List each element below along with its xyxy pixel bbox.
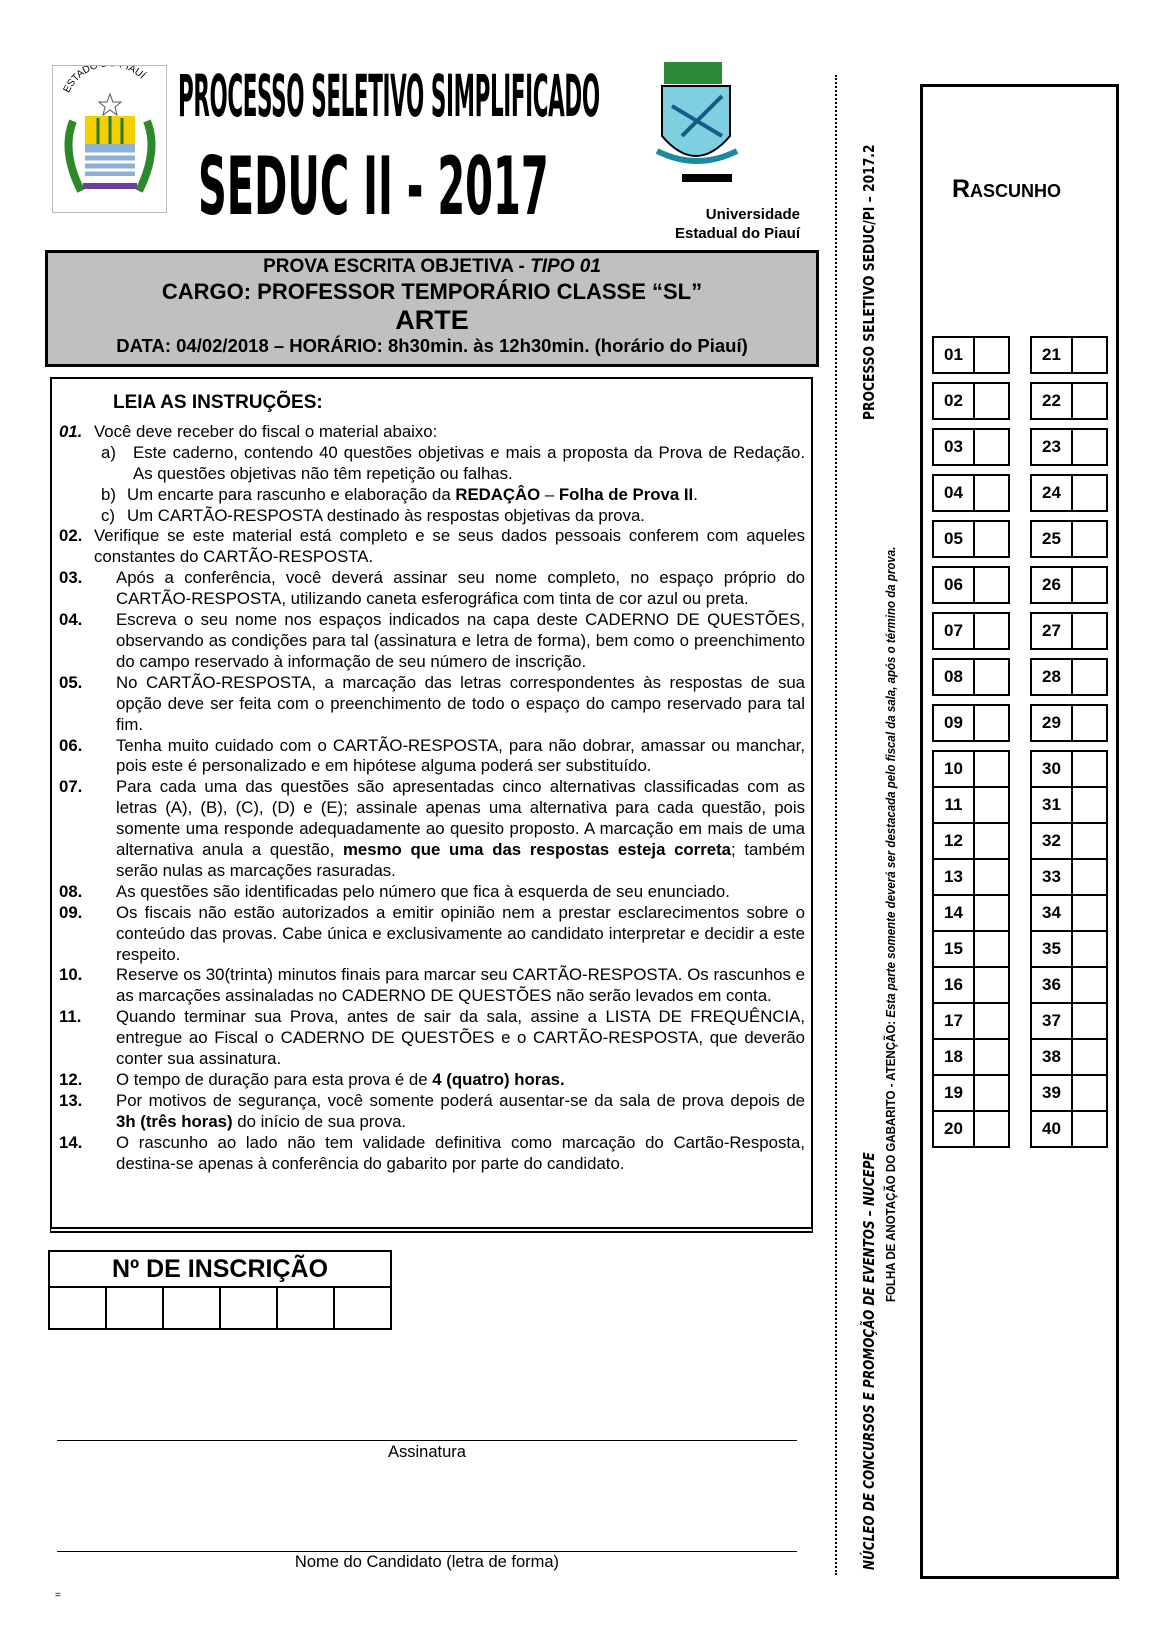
answer-field[interactable]	[1073, 706, 1106, 740]
signature-line[interactable]	[57, 1440, 797, 1441]
instruction-item: 06. Tenha muito cuidado com o CARTÃO-RESPOSTA, para não dobrar, amassar ou manchar, pois este é personalizado e em hipótese alguma poderá ser substituído.	[59, 735, 805, 776]
draft-answer-box	[932, 1038, 1010, 1076]
question-number: 28	[1032, 660, 1073, 694]
answer-field[interactable]	[975, 614, 1008, 648]
question-number: 09	[934, 706, 975, 740]
question-number: 22	[1032, 384, 1073, 418]
answer-field[interactable]	[975, 1004, 1008, 1038]
subtitle: SEDUC II - 2017	[198, 140, 549, 233]
question-number: 38	[1032, 1040, 1073, 1074]
draft-answer-box	[1030, 1002, 1108, 1040]
instruction-item: 10. Reserve os 30(trinta) minutos finais para marcar seu CARTÃO-RESPOSTA. Os rascunhos e as marcações assinaladas no CADERNO DE QUESTÕES não serão levados em conta.	[59, 965, 805, 1006]
answer-field[interactable]	[975, 860, 1008, 894]
question-number: 36	[1032, 968, 1073, 1002]
answer-field[interactable]	[1073, 338, 1106, 372]
answer-field[interactable]	[975, 932, 1008, 966]
registration-digit-cell[interactable]	[335, 1288, 390, 1330]
question-number: 14	[934, 896, 975, 930]
question-number: 08	[934, 660, 975, 694]
answer-field[interactable]	[975, 824, 1008, 858]
draft-answer-box	[1030, 382, 1108, 420]
answer-field[interactable]	[975, 896, 1008, 930]
question-number: 30	[1032, 752, 1073, 786]
answer-field[interactable]	[975, 1040, 1008, 1074]
instruction-item: 07. Para cada uma das questões são apresentadas cinco alternativas classificadas com as letras (A), (B), (C), (D) e (E); assinale apenas uma alternativa para cada questão, pois somente uma responde adequadamente ao quesito proposto. A marcação em mais de uma alternativa anula a questão, mesmo que uma das respostas esteja correta; também serão nulas as marcações rasuradas.	[59, 777, 805, 880]
answer-field[interactable]	[975, 752, 1008, 786]
draft-answer-box	[932, 520, 1010, 558]
draft-answer-box	[1030, 750, 1108, 788]
answer-field[interactable]	[1073, 1040, 1106, 1074]
draft-answer-box	[932, 612, 1010, 650]
university-name: Universidade Estadual do Piauí	[674, 206, 800, 242]
answer-field[interactable]	[1073, 476, 1106, 510]
exam-subject: ARTE	[395, 305, 469, 335]
instruction-item: 08. As questões são identificadas pelo número que fica à esquerda de seu enunciado.	[59, 881, 730, 901]
exam-date: DATA: 04/02/2018 – HORÁRIO: 8h30min. às 12h30min. (horário do Piauí)	[116, 335, 748, 356]
question-number: 18	[934, 1040, 975, 1074]
draft-answer-box	[932, 930, 1010, 968]
svg-text:ESTADO DO PIAUÍ: ESTADO IAUÍ	[61, 66, 148, 95]
answer-field[interactable]	[1073, 522, 1106, 556]
answer-field[interactable]	[1073, 932, 1106, 966]
answer-field[interactable]	[1073, 968, 1106, 1002]
question-number: 17	[934, 1004, 975, 1038]
instruction-subitem: c) Um CARTÃO-RESPOSTA destinado às respostas objetivas da prova.	[101, 505, 645, 525]
question-number: 03	[934, 430, 975, 464]
question-number: 25	[1032, 522, 1073, 556]
instruction-item: 01. Você deve receber do fiscal o material abaixo:	[59, 421, 438, 441]
registration-digit-cell[interactable]	[278, 1288, 335, 1330]
instructions-title: LEIA AS INSTRUÇÕES:	[113, 392, 323, 413]
draft-answer-box	[932, 1110, 1010, 1148]
draft-answer-box	[1030, 786, 1108, 824]
answer-field[interactable]	[1073, 614, 1106, 648]
exam-tipo: TIPO 01	[530, 256, 601, 277]
instruction-item: 03. Após a conferência, você deverá assinar seu nome completo, no espaço próprio do CARTÃO-RESPOSTA, utilizando caneta esferográfica com tinta de cor azul ou preta.	[59, 568, 805, 609]
answer-field[interactable]	[1073, 660, 1106, 694]
instruction-item: 13. Por motivos de segurança, você somente poderá ausentar-se da sala de prova depois de 3h (três horas) do início de sua prova.	[59, 1090, 805, 1131]
instruction-item: 04. Escreva o seu nome nos espaços indicados na capa deste CADERNO DE QUESTÕES, observando as condições para tal (assinatura e letra de forma), bem como o preenchimento do campo reservado à informação de seu número de inscrição.	[59, 610, 805, 671]
question-number: 04	[934, 476, 975, 510]
instructions-box	[50, 377, 813, 1233]
instruction-subitem: b) Um encarte para rascunho e elaboração da REDAÇÂO – Folha de Prova II.	[101, 484, 698, 504]
draft-answer-box	[1030, 658, 1108, 696]
answer-field[interactable]	[975, 476, 1008, 510]
question-number: 27	[1032, 614, 1073, 648]
draft-answer-box	[932, 750, 1010, 788]
side-title: PROCESSO SELETIVO SEDUC/PI – 2017.2	[860, 144, 878, 420]
question-number: 29	[1032, 706, 1073, 740]
draft-answer-box	[932, 428, 1010, 466]
answer-field[interactable]	[1073, 824, 1106, 858]
draft-answer-box	[932, 474, 1010, 512]
university-logo	[652, 56, 780, 198]
instruction-item: 02. Verifique se este material está completo e se seus dados pessoais conferem com aqueles constantes do CARTÃO-RESPOSTA.	[59, 526, 805, 567]
question-number: 33	[1032, 860, 1073, 894]
signature-label: Assinatura	[388, 1443, 466, 1461]
question-number: 35	[1032, 932, 1073, 966]
tear-line	[835, 75, 837, 1575]
draft-answer-box	[932, 658, 1010, 696]
draft-answer-box	[1030, 520, 1108, 558]
answer-field[interactable]	[975, 1076, 1008, 1110]
question-number: 15	[934, 932, 975, 966]
draft-answer-box	[1030, 894, 1108, 932]
question-number: 16	[934, 968, 975, 1002]
draft-answer-box	[1030, 428, 1108, 466]
question-number: 02	[934, 384, 975, 418]
exam-type: PROVA ESCRITA OBJETIVA -	[263, 256, 531, 277]
draft-answer-box	[932, 382, 1010, 420]
candidate-name-line[interactable]	[57, 1551, 797, 1552]
draft-answer-box	[932, 786, 1010, 824]
draft-title: Rascunho	[952, 175, 1062, 203]
answer-field[interactable]	[1073, 788, 1106, 822]
draft-answer-box	[932, 336, 1010, 374]
draft-answer-box	[932, 566, 1010, 604]
exam-info-box	[45, 250, 819, 367]
draft-answer-box	[932, 1002, 1010, 1040]
answer-field[interactable]	[1073, 384, 1106, 418]
registration-number-box	[48, 1250, 392, 1330]
answer-field[interactable]	[1073, 430, 1106, 464]
question-number: 37	[1032, 1004, 1073, 1038]
answer-field[interactable]	[975, 430, 1008, 464]
question-number: 34	[1032, 896, 1073, 930]
question-number: 21	[1032, 338, 1073, 372]
draft-answer-box	[1030, 858, 1108, 896]
draft-answer-box	[932, 858, 1010, 896]
instruction-subitem: a) Este caderno, contendo 40 questões objetivas e mais a proposta da Prova de Redação. As questões objetivas não têm repetição ou falhas.	[101, 442, 805, 483]
answer-field[interactable]	[975, 788, 1008, 822]
answer-field[interactable]	[975, 568, 1008, 602]
question-number: 26	[1032, 568, 1073, 602]
draft-answer-box	[932, 1074, 1010, 1112]
answer-field[interactable]	[1073, 1004, 1106, 1038]
registration-digit-cell[interactable]	[164, 1288, 221, 1330]
draft-answer-box	[1030, 822, 1108, 860]
draft-answer-box	[1030, 566, 1108, 604]
draft-answer-box	[1030, 612, 1108, 650]
draft-answer-box	[1030, 1110, 1108, 1148]
draft-answer-box	[1030, 704, 1108, 742]
question-number: 40	[1032, 1112, 1073, 1146]
registration-label: Nº DE INSCRIÇÃO	[50, 1252, 390, 1288]
question-number: 06	[934, 568, 975, 602]
question-number: 32	[1032, 824, 1073, 858]
exam-cargo: CARGO: PROFESSOR TEMPORÁRIO CLASSE “SL”	[161, 279, 703, 304]
registration-digit-cell[interactable]	[221, 1288, 278, 1330]
question-number: 23	[1032, 430, 1073, 464]
answer-field[interactable]	[975, 706, 1008, 740]
answer-field[interactable]	[975, 1112, 1008, 1146]
footer-mark: =	[55, 1590, 61, 1601]
answer-field[interactable]	[975, 660, 1008, 694]
answer-field[interactable]	[975, 384, 1008, 418]
answer-field[interactable]	[1073, 1112, 1106, 1146]
piaui-state-seal	[52, 65, 167, 213]
question-number: 20	[934, 1112, 975, 1146]
side-attention: FOLHA DE ANOTAÇÃO DO GABARITO - ATENÇÃO: Esta parte somente deverá ser destacada pelo fiscal da sala, após o término da prova.	[884, 546, 898, 1302]
question-number: 11	[934, 788, 975, 822]
answer-field[interactable]	[1073, 1076, 1106, 1110]
draft-answer-box	[932, 704, 1010, 742]
side-organizer: NÚCLEO DE CONCURSOS E PROMOÇÃO DE EVENTOS – NUCEPE	[860, 1152, 878, 1570]
question-number: 19	[934, 1076, 975, 1110]
question-number: 01	[934, 338, 975, 372]
answer-field[interactable]	[1073, 860, 1106, 894]
answer-field[interactable]	[975, 522, 1008, 556]
registration-digit-cell[interactable]	[107, 1288, 164, 1330]
answer-field[interactable]	[975, 338, 1008, 372]
draft-answer-box	[1030, 1038, 1108, 1076]
registration-digit-cell[interactable]	[50, 1288, 107, 1330]
draft-answer-box	[1030, 930, 1108, 968]
question-number: 12	[934, 824, 975, 858]
answer-field[interactable]	[1073, 568, 1106, 602]
question-number: 31	[1032, 788, 1073, 822]
question-number: 39	[1032, 1076, 1073, 1110]
instruction-item: 12. O tempo de duração para esta prova é de 4 (quatro) horas.	[59, 1070, 565, 1089]
question-number: 07	[934, 614, 975, 648]
draft-answer-box	[932, 894, 1010, 932]
candidate-name-label: Nome do Candidato (letra de forma)	[294, 1553, 560, 1571]
instruction-item: 14. O rascunho ao lado não tem validade definitiva como marcação do Cartão-Resposta, destina-se apenas à conferência do gabarito por parte do candidato.	[59, 1132, 805, 1173]
question-number: 13	[934, 860, 975, 894]
answer-field[interactable]	[975, 968, 1008, 1002]
draft-answer-box	[1030, 966, 1108, 1004]
question-number: 05	[934, 522, 975, 556]
instruction-item: 11. Quando terminar sua Prova, antes de sair da sala, assine a LISTA DE FREQUÊNCIA, entregue ao Fiscal o CADERNO DE QUESTÕES e o CARTÃO-RESPOSTA, que deverão conter sua assinatura.	[59, 1007, 805, 1069]
draft-answer-box	[1030, 336, 1108, 374]
question-number: 24	[1032, 476, 1073, 510]
instruction-item: 09. Os fiscais não estão autorizados a emitir opinião nem a prestar esclarecimentos sobre o conteúdo das provas. Cabe única e exclusivamente ao candidato interpretar e decidir a este respeito.	[59, 902, 805, 964]
instruction-item: 05. No CARTÃO-RESPOSTA, a marcação das letras correspondentes às respostas de sua opção deve ser feita com o preenchimento de todo o espaço do campo reservado para tal fim.	[59, 672, 805, 734]
draft-answer-box	[1030, 1074, 1108, 1112]
answer-field[interactable]	[1073, 896, 1106, 930]
draft-answer-box	[932, 966, 1010, 1004]
draft-answer-box	[1030, 474, 1108, 512]
title: PROCESSO SELETIVO SIMPLIFICADO	[178, 62, 600, 130]
answer-field[interactable]	[1073, 752, 1106, 786]
draft-answer-box	[932, 822, 1010, 860]
question-number: 10	[934, 752, 975, 786]
